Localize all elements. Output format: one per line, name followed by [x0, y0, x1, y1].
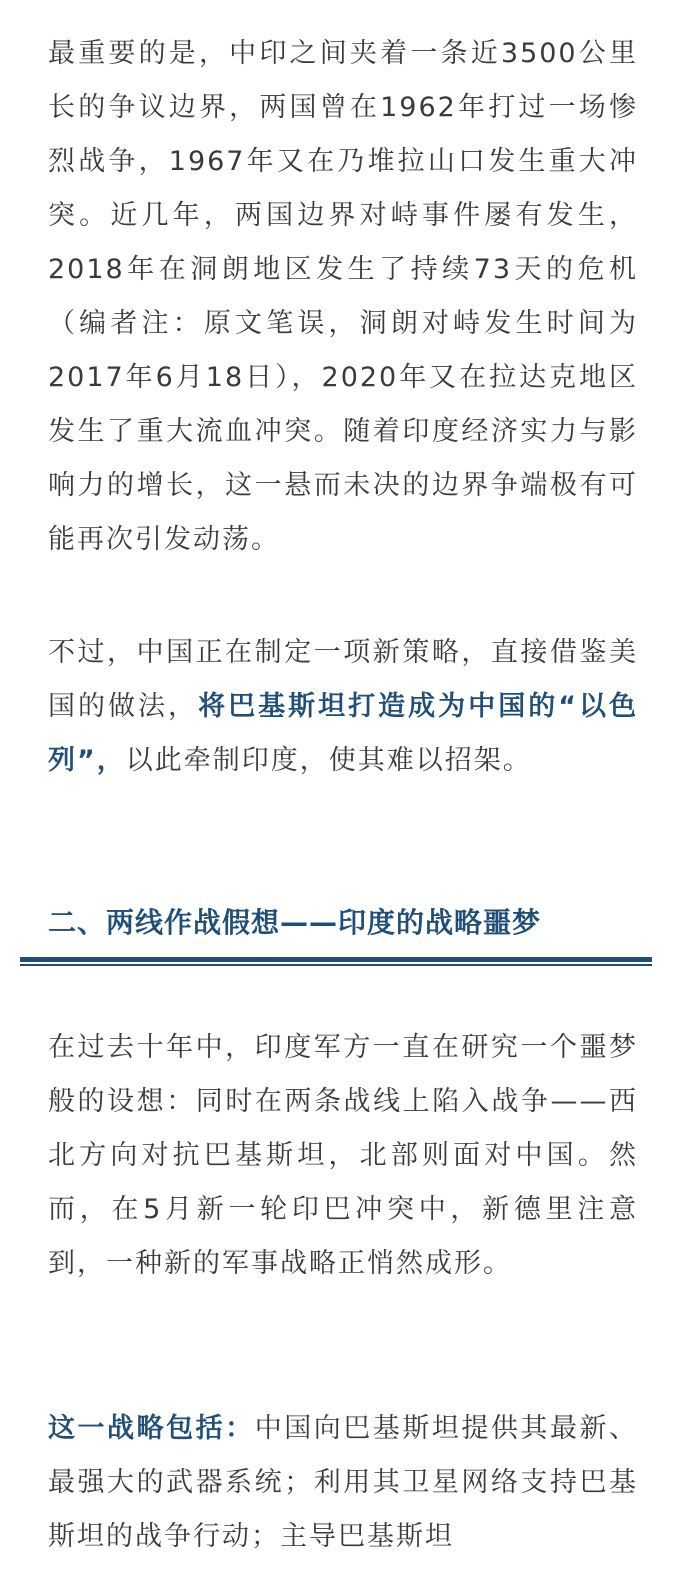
section-heading: 二、两线作战假想——印度的战略噩梦 [48, 906, 542, 939]
paragraph-strategy-details-text: 中国向巴基斯坦提供其最新、最强大的武器系统；利用其卫星网络支持巴基斯坦的战争行动；主导巴基斯坦 [48, 1413, 639, 1552]
emphasis-strategy-includes: 这一战略包括： [48, 1413, 255, 1444]
heading-underline [20, 957, 652, 962]
paragraph-new-strategy [48, 626, 638, 788]
emphasis-pakistan-israel: 将巴基斯坦打造成为中国的“以色列”， [48, 691, 639, 776]
paragraph-border-dispute: 最重要的是，中印之间夹着一条近3500公里长的争议边界，两国曾在1962年打过一场惨烈战争，1967年又在乃堆拉山口发生重大冲突。近几年，两国边界对峙事件屡有发生，2018年在洞朗地区发生了持续73天的危机（编者注：原文笔误，洞朗对峙发生时间为2017年6月18日），2020年又在拉达克地区发生了重大流血冲突。随着印度经济实力与影响力的增长，这一悬而未决的边界争端极有可能再次引发动荡。 [48, 38, 638, 555]
paragraph-strategy-details [48, 1402, 638, 1564]
heading-underline-thin [20, 964, 652, 966]
paragraph-new-strategy-text-end: 以此牵制印度，使其难以招架。 [125, 745, 532, 776]
paragraph-two-front-war: 在过去十年中，印度军方一直在研究一个噩梦般的设想：同时在两条战线上陷入战争——西北方向对抗巴基斯坦，北部则面对中国。然而，在5月新一轮印巴冲突中，新德里注意到，一种新的军事战略正悄然成形。 [48, 1032, 638, 1279]
paragraph-new-strategy-text-start: 不过，中国正在制定一项新策略，直接借鉴美国的做法， [48, 637, 638, 722]
